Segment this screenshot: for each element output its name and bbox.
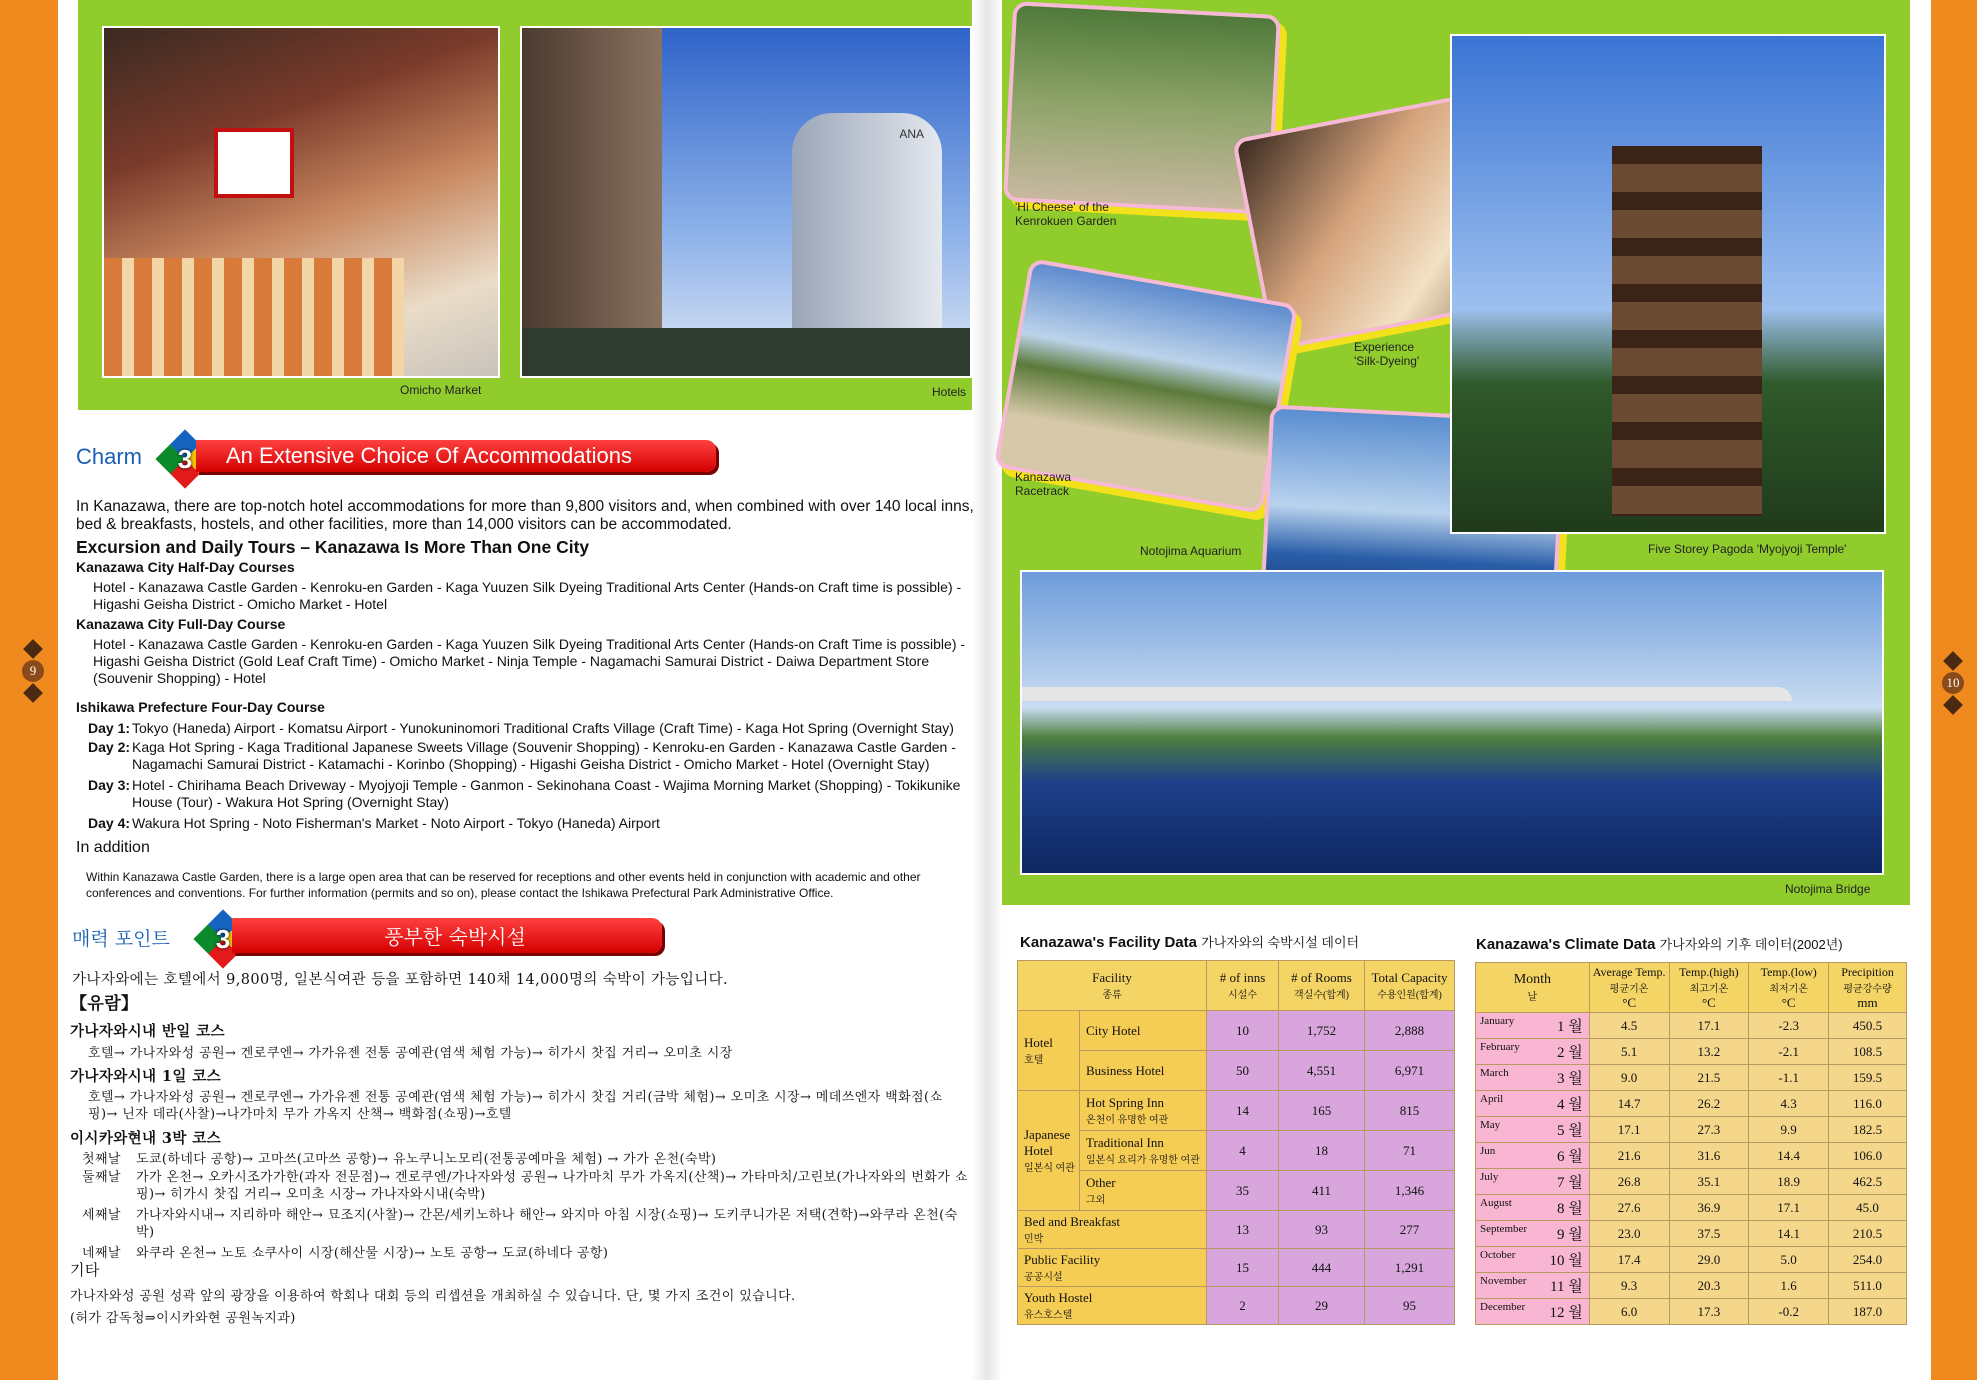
pagoda-caption: Five Storey Pagoda 'Myojyoji Temple' — [1648, 542, 1847, 556]
facility-table — [1017, 960, 1455, 1325]
bridge-photo — [1020, 570, 1884, 875]
table-row: November 11 월 9.3 20.3 1.6 511.0 — [1476, 1273, 1907, 1299]
ko-full-text: 호텔→ 가나자와성 공원→ 겐로쿠엔→ 가가유젠 전통 공예관(염색 체험 가능)→ 히가시 찻집 거리(금박 체험)→ 오미초 시장→ 메데쓰엔자 백화점(쇼핑)→ 닌자 데라(사찰)→나가마치 무가 가옥지 산책→ 백화점(쇼핑)→호텔 — [88, 1090, 943, 1122]
ko-other-note: (허가 감독청⇒이시카와현 공원녹지과) — [70, 1311, 296, 1326]
table-row: February 2 월 5.1 13.2 -2.1 108.5 — [1476, 1039, 1907, 1065]
spine — [972, 0, 1002, 1380]
aquarium-caption: Notojima Aquarium — [1140, 544, 1242, 558]
hotels-caption: Hotels — [932, 385, 967, 399]
ana-hotel-building — [792, 113, 942, 343]
pagoda-photo — [1450, 34, 1886, 534]
half-day-text: Hotel - Kanazawa Castle Garden - Kenroku-en Garden - Kaga Yuuzen Silk Dyeing Traditional Arts Center (Hands-on Craft time is possible) - Higashi Geisha District - Omicho Market - Hotel — [93, 579, 962, 612]
table-row: January 1 월 4.5 17.1 -2.3 450.5 — [1476, 1013, 1907, 1039]
ko-other-heading: 기타 — [70, 1261, 100, 1279]
charm-number-badge-ko: 3 — [190, 906, 255, 971]
full-day-heading: Kanazawa City Full-Day Course — [76, 616, 286, 632]
ko-intro: 가나자와에는 호텔에서 9,800명, 일본식여관 등을 포함하면 140채 14,000명의 숙박이 가능입니다. — [72, 972, 729, 988]
omicho-caption: Omicho Market — [400, 383, 482, 397]
group-hotel: Hotel 호텔 — [1018, 1011, 1080, 1091]
ko-day-row: 둘째날 가가 온천→ 오카시조가가한(과자 전문점)→ 겐로쿠엔/가나자와성 공원→ 나가마치 무가 가옥지(산책)→ 가타마치/고린보(가나자와의 번화가 쇼핑)→ 히가시 찻집 거리→ 오미초 시장→ 가나자와시내(숙박) — [82, 1170, 968, 1202]
table-row: Jun 6 월 21.6 31.6 14.4 106.0 — [1476, 1143, 1907, 1169]
street-trees — [522, 328, 972, 378]
tower-building — [522, 28, 662, 378]
facility-header-row: Facility 종류 # of inns 시설수 # of Rooms 객실수(합계) Total Capacity 수용인원(합계) — [1018, 961, 1455, 1011]
climate-title: Kanazawa's Climate Data 가나자와의 기후 데이터(2002년) — [1476, 936, 1843, 953]
four-day-list — [88, 720, 978, 834]
charm-number-badge: 3 — [152, 426, 217, 491]
charm-label: Charm — [76, 444, 143, 469]
day-row: Day 2: Kaga Hot Spring - Kaga Traditional Japanese Sweets Village (Souvenir Shopping) - Kenroku-en Garden - Kanazawa Castle Garden - Nagamachi Samurai District - Katamachi - Korinbo (Shopping) - Higashi Geisha District - Omicho Market - Hotel (Overnight Stay) — [88, 739, 956, 772]
table-row: Business Hotel 50 4,551 6,971 — [1018, 1051, 1455, 1091]
ana-sign: ANA — [899, 127, 924, 141]
day-row: Day 1: Tokyo (Haneda) Airport - Komatsu Airport - Yunokuninomori Traditional Crafts Village (Craft Time) - Kaga Hot Spring (Overnight Stay) — [88, 720, 954, 736]
table-row: May 5 월 17.1 27.3 9.9 182.5 — [1476, 1117, 1907, 1143]
ko-three-heading: 이시카와현내 3박 코스 — [70, 1130, 222, 1147]
omicho-market-photo — [102, 26, 500, 378]
day-row: Day 4: Wakura Hot Spring - Noto Fisherman's Market - Noto Airport - Tokyo (Haneda) Airport — [88, 815, 660, 831]
ko-day-row: 첫째날 도쿄(하네다 공항)→ 고마쓰(고마쓰 공항)→ 유노쿠니노모리(전통공예마을 체험) → 가가 온천(숙박) — [82, 1152, 717, 1167]
ko-half-heading: 가나자와시내 반일 코스 — [70, 1023, 225, 1040]
table-row: Other 그외 35 411 1,346 — [1018, 1171, 1455, 1211]
four-day-heading: Ishikawa Prefecture Four-Day Course — [76, 699, 325, 715]
half-day-heading: Kanazawa City Half-Day Courses — [76, 559, 295, 575]
table-row: September 9 월 23.0 37.5 14.1 210.5 — [1476, 1221, 1907, 1247]
ko-tours-heading: 【유람】 — [70, 994, 139, 1014]
facility-title: Kanazawa's Facility Data 가나자와의 숙박시설 데이터 — [1020, 934, 1360, 951]
bridge-deck — [1022, 687, 1792, 701]
ko-full-heading: 가나자와시내 1일 코스 — [70, 1068, 222, 1085]
charm-title-ko: 풍부한 숙박시설 — [232, 918, 662, 953]
table-row: October 10 월 17.4 29.0 5.0 254.0 — [1476, 1247, 1907, 1273]
table-row: December 12 월 6.0 17.3 -0.2 187.0 — [1476, 1299, 1907, 1325]
page-number-left: 9 — [18, 638, 48, 704]
silk-dyeing-caption: Experience 'Silk-Dyeing' — [1354, 340, 1420, 368]
table-row: Japanese Hotel 일본식 여관 Hot Spring Inn 온천이 유명한 여관 14 165 815 — [1018, 1091, 1455, 1131]
tours-heading: Excursion and Daily Tours – Kanazawa Is More Than One City — [76, 537, 590, 557]
table-row: Public Facility 공공시설 15 444 1,291 — [1018, 1249, 1455, 1287]
table-row: July 7 월 26.8 35.1 18.9 462.5 — [1476, 1169, 1907, 1195]
market-sign — [214, 128, 294, 198]
kenrokuen-caption: 'Hi Cheese' of the Kenrokuen Garden — [1015, 200, 1117, 228]
racetrack-caption: Kanazawa Racetrack — [1015, 470, 1072, 498]
page-number-right: 10 — [1938, 650, 1968, 716]
day-row: Day 3: Hotel - Chirihama Beach Driveway - Myojyoji Temple - Ganmon - Sekinohana Coast - Wajima Morning Market (Shopping) - Tokikunike House (Tour) - Wakura Hot Spring (Overnight Stay) — [88, 777, 961, 810]
hotels-photo — [520, 26, 972, 378]
ko-day-list — [82, 1151, 972, 1263]
group-japanese: Japanese Hotel 일본식 여관 — [1018, 1091, 1080, 1211]
table-row: Traditional Inn 일본식 요리가 유명한 여관 4 18 71 — [1018, 1131, 1455, 1171]
climate-header-row: Month 날 Average Temp. 평균기온 °C Temp.(high) 최고기온 °C Temp.(low) 최저기온 °C Precipition 평균강수량 mm — [1476, 963, 1907, 1013]
addition-heading: In addition — [76, 839, 150, 856]
ko-half-text: 호텔→ 가나자와성 공원→ 겐로쿠엔→ 가가유젠 전통 공예관(염색 체험 가능)→ 히가시 찻집 거리→ 오미초 시장 — [88, 1046, 733, 1061]
table-row: Youth Hostel 유스호스텔 2 29 95 — [1018, 1287, 1455, 1325]
pagoda-tower — [1612, 146, 1762, 516]
ko-other-text: 가나자와성 공원 성곽 앞의 광장을 이용하여 학회나 대회 등의 리셉션을 개최하실 수 있습니다. 단, 몇 가지 조건이 있습니다. — [70, 1289, 796, 1304]
table-row: March 3 월 9.0 21.5 -1.1 159.5 — [1476, 1065, 1907, 1091]
charm-title: An Extensive Choice Of Accommodations — [196, 440, 716, 472]
charm-label-ko: 매력 포인트 — [72, 928, 170, 950]
table-row: April 4 월 14.7 26.2 4.3 116.0 — [1476, 1091, 1907, 1117]
climate-table — [1475, 962, 1907, 1325]
market-stall — [104, 258, 404, 378]
table-row: Hotel 호텔 City Hotel 10 1,752 2,888 — [1018, 1011, 1455, 1051]
full-day-text: Hotel - Kanazawa Castle Garden - Kenroku-en Garden - Kaga Yuuzen Silk Dyeing Traditional Arts Center (Hands-on Craft Time is possible) - Higashi Geisha District (Gold Leaf Craft Time) - Omicho Market - Ninja Temple - Nagamachi Samurai District - Daiwa Department Store (Souvenir Shopping) - Hotel — [93, 636, 966, 686]
ko-day-row: 네째날 와쿠라 온천→ 노토 쇼쿠사이 시장(해산물 시장)→ 노토 공항→ 도쿄(하네다 공항) — [82, 1246, 609, 1261]
table-row: August 8 월 27.6 36.9 17.1 45.0 — [1476, 1195, 1907, 1221]
ko-day-row: 세째날 가나자와시내→ 지리하마 해안→ 묘조지(사찰)→ 간몬/세키노하나 해안→ 와지마 아침 시장(쇼핑)→ 도키쿠니가몬 저택(견학)→와쿠라 온천(숙박) — [82, 1208, 958, 1240]
addition-text: Within Kanazawa Castle Garden, there is a large open area that can be reserved for receptions and other events held in conjunction with academic and other conferences and conventions. For further information (permits and so on), please contact the Ishikawa Prefectural Park Administrative Office. — [86, 870, 921, 900]
table-row: Bed and Breakfast 민박 13 93 277 — [1018, 1211, 1455, 1249]
bridge-caption: Notojima Bridge — [1785, 882, 1871, 896]
en-intro: In Kanazawa, there are top-notch hotel accommodations for more than 9,800 visitors and, when combined with over 140 local inns, bed & breakfasts, hostels, and other facilities, more than 14,000 visitors can be accommodated. — [76, 498, 974, 533]
